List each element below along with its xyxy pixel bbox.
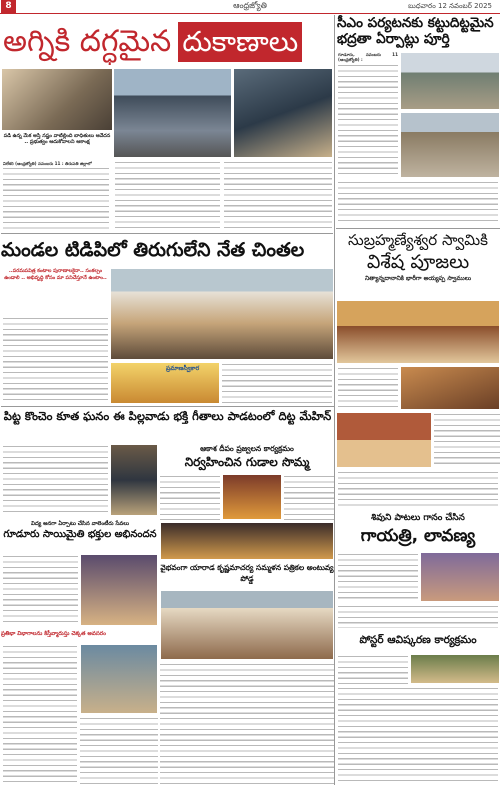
pujas-subhead: నిత్యాన్నదానానికి భారీగా అయ్యప్ప స్వాములు [364, 275, 472, 282]
story-talent [1, 628, 159, 642]
story-tdp-leader [1, 235, 334, 265]
vaibhavam-photo [160, 590, 334, 660]
story-poster [336, 630, 500, 652]
talent-photo [80, 644, 158, 714]
police-photo [400, 52, 500, 110]
tdp-banner-text: ప్రమాణస్వీకార [166, 365, 200, 372]
vaibhavam-headline: వైభవంగా యారాడ కృష్ణమాచర్య సమ్మళన పత్రికల అంటువ్య పోడ్డ [160, 563, 334, 583]
poster-headline: పోస్టర్ ఆవిష్కరణ కార్యక్రమం [359, 634, 477, 646]
boy-singer-body-1 [3, 444, 108, 516]
issue-date: బుధవారం 12 నవంబర్ 2025 [408, 2, 492, 10]
story1-caption: పడి ఉన్న మేక అస్తి నష్టం వాటిల్లింది బాధితులు ఆవేదన .. ప్రభుత్వం ఆదుకోవాలని ఆకాంక్ష [3, 133, 111, 145]
fire-photo-1 [1, 68, 113, 131]
poster-body [338, 654, 408, 684]
story1-body-col2 [115, 160, 220, 231]
singing-kicker: శివుని పాటలు గానం చేసిన [371, 513, 465, 523]
story1-dateline: విలేకరి (ఆంధ్రజ్యోతి) నవంబరు 11 : తిరుపతి జిల్లాలో [3, 161, 92, 166]
pujas-body [338, 366, 398, 410]
story1-body-col1 [3, 161, 109, 231]
gudur-body [3, 554, 78, 626]
story3-dateline: గూడూరు, నవంబరు 11 (ఆంధ్రజ్యోతి) : [338, 52, 398, 63]
pujas-photo-1 [336, 300, 500, 364]
poster-body-2 [338, 686, 498, 784]
gudur-kicker: విద్య అనగా ఏర్పాటు చేసిన వాలెంటీరు సేవలు [30, 521, 130, 527]
tdp-body-2 [222, 362, 332, 404]
akasa-photo [222, 474, 282, 520]
page-header [0, 0, 500, 14]
story-singing [336, 512, 500, 550]
boy-singer-photo [110, 444, 158, 516]
story-akasa-deepam [160, 444, 334, 472]
talent-body-2 [80, 716, 158, 784]
story1-body-col3 [224, 160, 332, 231]
tdp-photo-main [110, 268, 334, 360]
headline-part-1: అగ్నికి దగ్ధమైన [3, 24, 172, 59]
story3-body-left [338, 52, 398, 178]
masthead: ఆంధ్రజ్యోతి [233, 1, 267, 10]
tdp-photo-banner [110, 362, 220, 404]
singing-photo [420, 552, 500, 602]
fire-photo-2 [113, 68, 232, 158]
story-special-pujas [336, 230, 500, 296]
pujas-headline-2: విశేష పూజలు [366, 251, 470, 273]
vaibhavam-body [160, 662, 334, 784]
cm-security-headline: సీఎం పర్యటనకు కట్టుదిట్టమైన భద్రతా ఏర్పాట్లు పూర్తి [337, 15, 494, 47]
gudur-photo [80, 554, 158, 626]
story-cm-security [337, 15, 500, 49]
pujas-body-3 [338, 470, 498, 510]
headline-part-2: దుకాణాలు [178, 22, 302, 62]
tdp-headline: మండల టిడిపిలో తిరుగులేని నేత చింతల [1, 239, 305, 261]
poster-photo [410, 654, 500, 684]
pujas-headline-1: సుబ్రహ్మణ్యేశ్వర స్వామికి [348, 231, 488, 249]
talent-headline: ప్రతిభా విభాగాలను కిస్తీవ్మారుస్తు చెక్కత అవసరం [1, 631, 106, 637]
akasa-body [160, 474, 220, 520]
singing-headline: గాయత్రి, లావణ్య [360, 526, 476, 546]
boy-singer-headline: పిట్ట కొంచెం కూత ఘనం ఈ పిల్లవాడు భక్తి గీతాలు పాడటంలో దిట్ట మేహిన్ [3, 409, 332, 423]
singing-body [338, 552, 418, 602]
akasa-body-2 [284, 474, 334, 520]
talent-body [3, 644, 77, 784]
story3-body-bottom [338, 180, 498, 224]
story-gudur-sai [1, 520, 159, 552]
singing-body-2 [338, 604, 498, 628]
story-vaibhavam [160, 562, 334, 588]
story-fire-headline [3, 18, 333, 66]
akasa-kicker: ఆకాశ దీపం ప్రజ్వలన కార్యక్రమం [200, 444, 294, 453]
akasa-headline: నిర్వహించిన గుడాల సొమ్మ [184, 455, 310, 469]
deepam-photo-large [160, 522, 334, 560]
gudur-headline: గూడూరు సాయిమైతి భక్తుల అభినందన [3, 529, 157, 540]
tdp-quote [3, 268, 108, 314]
page-number: 8 [1, 0, 16, 13]
tdp-quote-text: ..పరమపవిత్ర కంటాల పురాణాలకైనా.. సంకల్పం ఉండాలి .. అభివృద్ధి కోసం మా పనిచేస్తూనే ఉంటాం.. [4, 268, 107, 281]
story-boy-singer [1, 408, 334, 442]
tdp-body-1 [3, 316, 108, 400]
security-review-photo [400, 112, 500, 178]
pujas-photo-3 [336, 412, 432, 468]
pujas-body-2 [434, 412, 500, 468]
fire-photo-3 [233, 68, 333, 158]
pujas-photo-2 [400, 366, 500, 410]
